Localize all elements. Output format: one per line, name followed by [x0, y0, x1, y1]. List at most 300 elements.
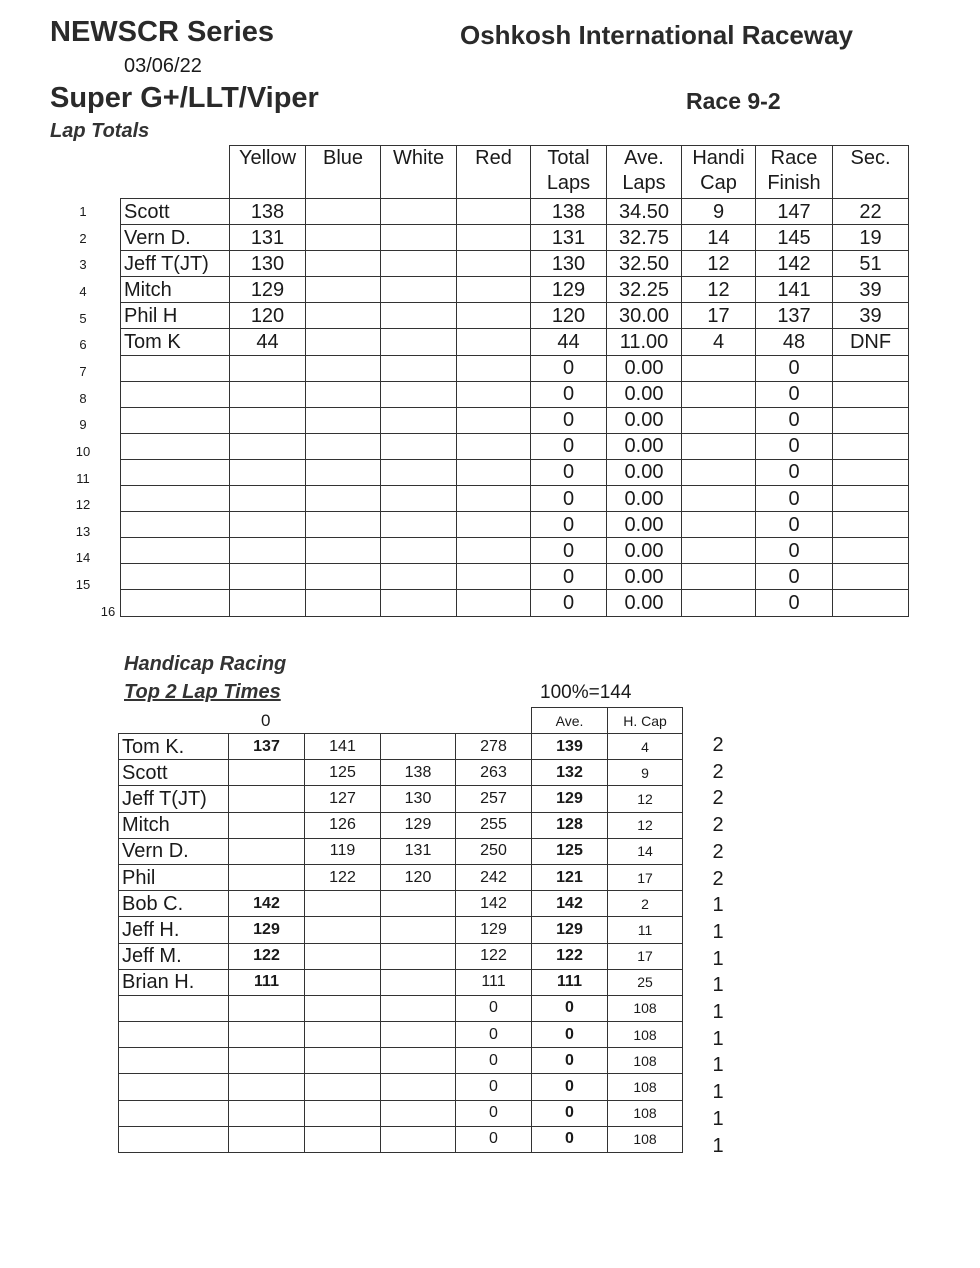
blue-time — [305, 1126, 381, 1152]
sec — [833, 564, 909, 590]
col-white: White — [381, 146, 457, 199]
white-laps — [381, 433, 457, 459]
handicap: 11 — [608, 917, 683, 943]
driver-name: Scott — [121, 199, 230, 225]
red-laps — [457, 486, 531, 512]
red-laps — [457, 459, 531, 485]
white-time: 131 — [381, 838, 456, 864]
sec — [833, 512, 909, 538]
race-finish: 0 — [756, 459, 833, 485]
handicap: 12 — [608, 786, 683, 812]
handicap: 17 — [608, 943, 683, 969]
driver-name — [121, 564, 230, 590]
driver-name — [119, 1126, 229, 1152]
driver-name: Bob C. — [119, 891, 229, 917]
handicap: 14 — [682, 225, 756, 251]
driver-name — [119, 1048, 229, 1074]
header-blank — [381, 708, 456, 734]
blue-laps — [306, 590, 381, 616]
ave-laps: 0.00 — [607, 486, 682, 512]
race-date: 03/06/22 — [124, 55, 202, 77]
yellow-time — [229, 1100, 305, 1126]
track-name: Oshkosh International Raceway — [460, 20, 854, 50]
handicap-row — [119, 838, 683, 864]
race-finish: 0 — [756, 538, 833, 564]
handicap: 108 — [608, 1126, 683, 1152]
blue-laps — [306, 407, 381, 433]
average: 111 — [532, 969, 608, 995]
blue-laps — [306, 538, 381, 564]
zero-label: 0 — [261, 711, 271, 730]
blue-time: 127 — [305, 786, 381, 812]
sec: 39 — [833, 303, 909, 329]
white-time: 130 — [381, 786, 456, 812]
handicap: 4 — [682, 329, 756, 355]
driver-name — [119, 1022, 229, 1048]
white-time — [381, 1022, 456, 1048]
blue-laps — [306, 329, 381, 355]
driver-name: Vern D. — [121, 225, 230, 251]
lap-totals-heading: Lap Totals — [50, 120, 150, 142]
white-laps — [381, 459, 457, 485]
driver-name — [119, 1100, 229, 1126]
col-ave: Ave. — [532, 708, 608, 734]
white-laps — [381, 329, 457, 355]
lap-sum: 0 — [456, 1048, 532, 1074]
red-laps — [457, 590, 531, 616]
white-time: 138 — [381, 760, 456, 786]
white-laps — [381, 590, 457, 616]
lap-totals-header-row — [121, 146, 909, 199]
heat-count: 1 — [712, 974, 724, 997]
col-total-laps — [531, 146, 607, 199]
ave-laps: 32.50 — [607, 251, 682, 277]
white-laps — [381, 564, 457, 590]
total-laps: 0 — [531, 538, 607, 564]
yellow-laps — [230, 486, 306, 512]
yellow-time: 111 — [229, 969, 305, 995]
sec: DNF — [833, 329, 909, 355]
race-finish: 0 — [756, 486, 833, 512]
lap-totals-row — [121, 433, 909, 459]
row-number: 9 — [79, 417, 87, 433]
lap-sum: 0 — [456, 995, 532, 1021]
heat-count: 2 — [712, 840, 724, 863]
sec — [833, 590, 909, 616]
blue-laps — [306, 303, 381, 329]
handicap-row — [119, 1048, 683, 1074]
race-finish: 145 — [756, 225, 833, 251]
yellow-time — [229, 1022, 305, 1048]
ave-laps: 0.00 — [607, 355, 682, 381]
handicap: 9 — [608, 760, 683, 786]
row-number: 13 — [75, 523, 91, 539]
lap-totals-row — [121, 277, 909, 303]
driver-name: Jeff T(JT) — [121, 251, 230, 277]
handicap-row — [119, 969, 683, 995]
white-time: 120 — [381, 864, 456, 890]
blue-laps — [306, 199, 381, 225]
row-number: 12 — [75, 497, 91, 513]
total-laps: 131 — [531, 225, 607, 251]
col-sec: Sec. — [833, 146, 909, 199]
race-finish: 0 — [756, 433, 833, 459]
handicap-row — [119, 864, 683, 890]
race-finish: 142 — [756, 251, 833, 277]
white-laps — [381, 355, 457, 381]
race-finish: 0 — [756, 590, 833, 616]
lap-sum: 257 — [456, 786, 532, 812]
blue-time — [305, 891, 381, 917]
race-finish: 147 — [756, 199, 833, 225]
driver-name — [121, 512, 230, 538]
handicap-row — [119, 1022, 683, 1048]
white-laps — [381, 486, 457, 512]
lap-sum: 255 — [456, 812, 532, 838]
lap-sum: 122 — [456, 943, 532, 969]
handicap: 108 — [608, 995, 683, 1021]
heat-count: 1 — [712, 1134, 724, 1157]
handicap: 14 — [608, 838, 683, 864]
ave-laps: 0.00 — [607, 564, 682, 590]
yellow-laps — [230, 512, 306, 538]
white-time — [381, 917, 456, 943]
driver-name — [119, 1074, 229, 1100]
sec — [833, 459, 909, 485]
ave-laps: 0.00 — [607, 433, 682, 459]
heat-count: 1 — [712, 1081, 724, 1104]
yellow-time: 129 — [229, 917, 305, 943]
red-laps — [457, 329, 531, 355]
yellow-laps: 138 — [230, 199, 306, 225]
average: 0 — [532, 995, 608, 1021]
handicap-header-row — [119, 708, 683, 734]
white-laps — [381, 303, 457, 329]
header-blank — [229, 708, 305, 734]
handicap: 108 — [608, 1022, 683, 1048]
blue-laps — [306, 251, 381, 277]
yellow-laps — [230, 538, 306, 564]
lap-totals-row — [121, 303, 909, 329]
handicap: 108 — [608, 1100, 683, 1126]
handicap: 4 — [608, 734, 683, 760]
series-title: NEWSCR Series — [50, 16, 275, 48]
handicap-row — [119, 995, 683, 1021]
yellow-laps: 131 — [230, 225, 306, 251]
driver-name — [121, 459, 230, 485]
blue-laps — [306, 459, 381, 485]
heat-count: 1 — [712, 894, 724, 917]
yellow-time — [229, 838, 305, 864]
row-number: 16 — [100, 603, 116, 619]
row-number: 8 — [79, 390, 87, 406]
handicap-row — [119, 760, 683, 786]
white-time — [381, 995, 456, 1021]
lap-totals-row — [121, 329, 909, 355]
blue-time — [305, 995, 381, 1021]
red-laps — [457, 564, 531, 590]
blue-time — [305, 969, 381, 995]
row-number: 4 — [79, 283, 87, 299]
total-laps: 130 — [531, 251, 607, 277]
race-finish: 0 — [756, 407, 833, 433]
lap-totals-row — [121, 459, 909, 485]
col-total-laps-label: Total Laps — [546, 147, 591, 194]
top-lap-times-heading: Top 2 Lap Times — [124, 681, 281, 703]
handicap: 108 — [608, 1048, 683, 1074]
col-yellow: Yellow — [230, 146, 306, 199]
driver-name — [121, 381, 230, 407]
lap-totals-row — [121, 251, 909, 277]
blue-laps — [306, 225, 381, 251]
total-laps: 0 — [531, 486, 607, 512]
handicap: 2 — [608, 891, 683, 917]
average: 125 — [532, 838, 608, 864]
sec: 22 — [833, 199, 909, 225]
white-time: 129 — [381, 812, 456, 838]
blue-laps — [306, 355, 381, 381]
total-laps: 138 — [531, 199, 607, 225]
ave-laps: 0.00 — [607, 590, 682, 616]
blue-time — [305, 1100, 381, 1126]
heat-count: 1 — [712, 1107, 724, 1130]
heat-count: 1 — [712, 920, 724, 943]
col-race-finish — [756, 146, 833, 199]
row-number: 6 — [79, 337, 87, 353]
sec — [833, 538, 909, 564]
race-finish: 0 — [756, 381, 833, 407]
handicap: 12 — [608, 812, 683, 838]
red-laps — [457, 538, 531, 564]
handicap — [682, 538, 756, 564]
col-red: Red — [457, 146, 531, 199]
blue-time: 119 — [305, 838, 381, 864]
yellow-time — [229, 760, 305, 786]
row-number: 3 — [79, 257, 87, 273]
handicap-row — [119, 786, 683, 812]
yellow-laps — [230, 564, 306, 590]
blue-time — [305, 1048, 381, 1074]
white-laps — [381, 538, 457, 564]
blue-time — [305, 917, 381, 943]
handicap-heading: Handicap Racing — [124, 653, 287, 675]
lap-totals-row — [121, 564, 909, 590]
heat-count: 1 — [712, 1027, 724, 1050]
red-laps — [457, 433, 531, 459]
heat-count: 2 — [712, 787, 724, 810]
handicap-row — [119, 943, 683, 969]
col-blue: Blue — [306, 146, 381, 199]
driver-name: Jeff M. — [119, 943, 229, 969]
white-laps — [381, 199, 457, 225]
red-laps — [457, 225, 531, 251]
sec — [833, 486, 909, 512]
header-blank — [121, 146, 230, 199]
heat-count: 1 — [712, 947, 724, 970]
race-finish: 0 — [756, 564, 833, 590]
ave-laps: 0.00 — [607, 381, 682, 407]
yellow-laps — [230, 433, 306, 459]
row-number: 1 — [79, 204, 87, 219]
driver-name — [121, 433, 230, 459]
handicap: 17 — [608, 864, 683, 890]
lap-sum: 0 — [456, 1100, 532, 1126]
driver-name — [121, 355, 230, 381]
driver-name: Vern D. — [119, 838, 229, 864]
race-finish: 137 — [756, 303, 833, 329]
lap-sum: 0 — [456, 1126, 532, 1152]
col-race-finish-label: Race Finish — [767, 147, 821, 194]
handicap-row — [119, 734, 683, 760]
average: 132 — [532, 760, 608, 786]
white-time — [381, 1100, 456, 1126]
total-laps: 120 — [531, 303, 607, 329]
driver-name — [121, 407, 230, 433]
average: 121 — [532, 864, 608, 890]
yellow-laps — [230, 381, 306, 407]
yellow-time — [229, 812, 305, 838]
handicap: 108 — [608, 1074, 683, 1100]
average: 139 — [532, 734, 608, 760]
lap-totals-row — [121, 199, 909, 225]
col-ave-laps-label: Ave. Laps — [622, 147, 666, 194]
average: 0 — [532, 1048, 608, 1074]
blue-time — [305, 943, 381, 969]
driver-name — [121, 590, 230, 616]
heat-count: 2 — [712, 734, 724, 756]
white-laps — [381, 407, 457, 433]
lap-sum: 111 — [456, 969, 532, 995]
yellow-laps — [230, 590, 306, 616]
ave-laps: 32.25 — [607, 277, 682, 303]
handicap — [682, 459, 756, 485]
average: 0 — [532, 1100, 608, 1126]
driver-name: Scott — [119, 760, 229, 786]
class-name: Super G+/LLT/Viper — [50, 82, 319, 114]
col-handicap — [682, 146, 756, 199]
average: 122 — [532, 943, 608, 969]
race-finish: 141 — [756, 277, 833, 303]
yellow-time — [229, 1126, 305, 1152]
handicap-row — [119, 1100, 683, 1126]
blue-time — [305, 1022, 381, 1048]
driver-name — [121, 486, 230, 512]
white-laps — [381, 512, 457, 538]
lap-totals-table — [120, 145, 909, 617]
driver-name: Phil H — [121, 303, 230, 329]
total-laps: 0 — [531, 590, 607, 616]
ave-laps: 11.00 — [607, 329, 682, 355]
ave-laps: 30.00 — [607, 303, 682, 329]
red-laps — [457, 251, 531, 277]
yellow-time — [229, 1048, 305, 1074]
white-laps — [381, 225, 457, 251]
row-number: 14 — [75, 550, 91, 566]
driver-name: Mitch — [119, 812, 229, 838]
percent-note: 100%=144 — [540, 682, 632, 703]
driver-name: Brian H. — [119, 969, 229, 995]
race-finish: 48 — [756, 329, 833, 355]
driver-name: Tom K. — [119, 734, 229, 760]
white-time — [381, 943, 456, 969]
average: 0 — [532, 1074, 608, 1100]
blue-laps — [306, 564, 381, 590]
sec: 39 — [833, 277, 909, 303]
lap-sum: 278 — [456, 734, 532, 760]
handicap: 25 — [608, 969, 683, 995]
white-time — [381, 969, 456, 995]
ave-laps: 0.00 — [607, 407, 682, 433]
average: 128 — [532, 812, 608, 838]
yellow-time — [229, 786, 305, 812]
white-time — [381, 1126, 456, 1152]
yellow-laps: 130 — [230, 251, 306, 277]
row-number: 7 — [79, 363, 87, 379]
heat-count: 1 — [712, 1001, 724, 1023]
lap-sum: 142 — [456, 891, 532, 917]
average: 129 — [532, 786, 608, 812]
lap-totals-row — [121, 381, 909, 407]
white-time — [381, 1048, 456, 1074]
white-laps — [381, 277, 457, 303]
race-finish: 0 — [756, 512, 833, 538]
ave-laps: 0.00 — [607, 512, 682, 538]
total-laps: 0 — [531, 512, 607, 538]
total-laps: 44 — [531, 329, 607, 355]
row-number: 15 — [75, 577, 91, 593]
lap-sum: 263 — [456, 760, 532, 786]
ave-laps: 0.00 — [607, 459, 682, 485]
lap-totals-row — [121, 538, 909, 564]
handicap — [682, 355, 756, 381]
lap-sum: 129 — [456, 917, 532, 943]
white-laps — [381, 381, 457, 407]
total-laps: 0 — [531, 433, 607, 459]
lap-totals-row — [121, 225, 909, 251]
red-laps — [457, 381, 531, 407]
row-number: 11 — [76, 470, 90, 486]
yellow-laps: 120 — [230, 303, 306, 329]
average: 0 — [532, 1022, 608, 1048]
handicap — [682, 381, 756, 407]
header-blank — [456, 708, 532, 734]
handicap — [682, 512, 756, 538]
blue-laps — [306, 512, 381, 538]
sec: 51 — [833, 251, 909, 277]
blue-time: 126 — [305, 812, 381, 838]
driver-name: Phil — [119, 864, 229, 890]
driver-name: Mitch — [121, 277, 230, 303]
lap-sum: 0 — [456, 1074, 532, 1100]
handicap — [682, 564, 756, 590]
lap-totals-row — [121, 407, 909, 433]
yellow-laps: 129 — [230, 277, 306, 303]
handicap: 12 — [682, 251, 756, 277]
white-time — [381, 734, 456, 760]
race-finish: 0 — [756, 355, 833, 381]
yellow-laps — [230, 407, 306, 433]
lap-totals-row — [121, 486, 909, 512]
handicap: 12 — [682, 277, 756, 303]
blue-laps — [306, 381, 381, 407]
red-laps — [457, 277, 531, 303]
heat-count: 2 — [712, 760, 724, 783]
header-blank — [119, 708, 229, 734]
red-laps — [457, 355, 531, 381]
white-time — [381, 891, 456, 917]
driver-name: Jeff T(JT) — [119, 786, 229, 812]
col-handicap-label: Handi Cap — [692, 147, 745, 194]
